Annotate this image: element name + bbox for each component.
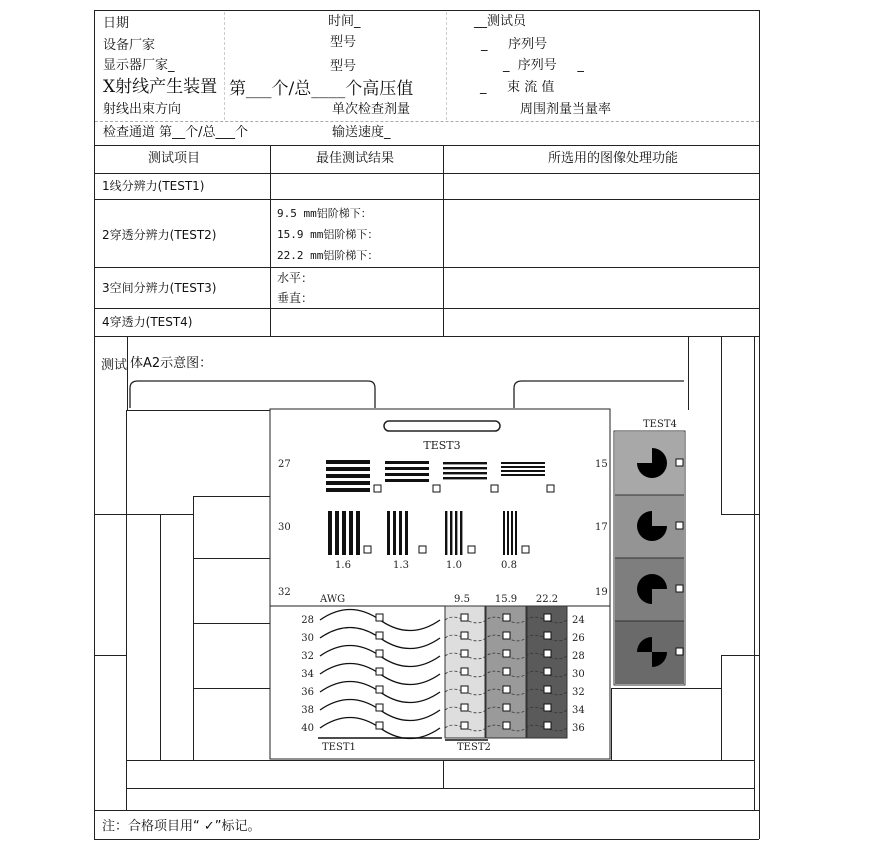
row3-result-2: 垂直：: [277, 291, 314, 305]
step-checkbox-20: [544, 704, 551, 711]
step-checkbox-13: [503, 704, 510, 711]
xray-count: 第___个/总____个高压值: [229, 79, 414, 99]
step-checkbox-11: [503, 668, 510, 675]
vbar-set-3-bar-4: [460, 511, 462, 555]
row2-result-2: 15.9 mm铝阶梯下：: [277, 228, 379, 241]
step-checkbox-6: [461, 704, 468, 711]
hbar-set-1-bar-4: [326, 481, 370, 485]
diagram-caption-a: 测试: [101, 358, 128, 373]
row2-result-3: 22.2 mm铝阶梯下：: [277, 249, 379, 262]
right-num-1: 17: [595, 522, 608, 533]
step-checkbox-10: [503, 650, 510, 657]
serial-label-1: _ 序列号: [481, 37, 548, 52]
test2-label: TEST2: [457, 742, 491, 753]
test4-checkbox-3: [676, 585, 683, 592]
equip-maker-label: 设备厂家: [103, 38, 156, 53]
awg-checkbox-1: [376, 614, 383, 621]
awg-num-3: 34: [301, 669, 314, 680]
awg-num-2: 32: [301, 651, 314, 662]
vbar-set-4-bar-1: [503, 511, 505, 555]
hgrating-checkbox-3: [491, 485, 498, 492]
right-bracket-outline: [514, 381, 684, 408]
vbar-set-1-bar-1: [328, 511, 332, 555]
vbar-set-2-bar-2: [393, 511, 396, 555]
test1-label: TEST1: [322, 742, 356, 753]
left-num-2: 32: [278, 587, 291, 598]
awg-num-6: 40: [301, 723, 314, 734]
test4-checkbox-4: [676, 648, 683, 655]
step-checkbox-17: [544, 650, 551, 657]
step-checkbox-8: [503, 614, 510, 621]
step-label-0: 9.5: [454, 594, 470, 605]
hgrating-checkbox-1: [374, 485, 381, 492]
left-num-1: 30: [278, 522, 291, 533]
test4-label: TEST4: [643, 419, 677, 430]
beam-direction: 射线出束方向: [103, 102, 182, 117]
step-checkbox-5: [461, 686, 468, 693]
grating-value-1: 1.3: [393, 560, 409, 571]
awg-num-0: 28: [301, 615, 314, 626]
step-checkbox-14: [503, 722, 510, 729]
footer-note: 注：合格项目用“ ✓”标记。: [102, 819, 261, 834]
hbar-set-4-bar-3: [501, 470, 545, 472]
test4-block-4: [615, 621, 684, 684]
step-right-num-6: 36: [572, 723, 585, 734]
hbar-set-1-bar-1: [326, 460, 370, 464]
awg-num-4: 36: [301, 687, 314, 698]
hbar-set-4-bar-2: [501, 466, 545, 468]
hbar-set-2-bar-2: [385, 467, 429, 470]
awg-checkbox-7: [376, 722, 383, 729]
header-best-result: 最佳测试结果: [316, 151, 395, 166]
vbar-set-3-bar-2: [450, 511, 452, 555]
step-checkbox-12: [503, 686, 510, 693]
step-right-num-5: 34: [572, 705, 585, 716]
step-right-num-3: 30: [572, 669, 585, 680]
step-checkbox-18: [544, 668, 551, 675]
awg-checkbox-5: [376, 686, 383, 693]
right-num-2: 19: [595, 587, 608, 598]
model-label-2: 型号: [330, 59, 357, 74]
hbar-set-2-bar-4: [385, 479, 429, 482]
hbar-set-1-bar-2: [326, 467, 370, 471]
awg-checkbox-2: [376, 632, 383, 639]
left-bracket-outline: [130, 381, 375, 408]
hbar-set-1-bar-3: [326, 474, 370, 478]
vbar-set-1-bar-3: [342, 511, 346, 555]
test4-checkbox-2: [676, 522, 683, 529]
vbar-set-3-bar-3: [455, 511, 457, 555]
hbar-set-3-bar-4: [443, 477, 487, 479]
time-label: 时间_: [328, 14, 361, 29]
header-test-item: 测试项目: [148, 151, 201, 166]
tester-label: __测试员: [474, 14, 527, 29]
awg-num-5: 38: [301, 705, 314, 716]
step-label-1: 15.9: [494, 594, 518, 605]
step-checkbox-16: [544, 632, 551, 639]
diagram-caption-b: 体A2示意图：: [130, 356, 213, 371]
step-checkbox-21: [544, 722, 551, 729]
step-right-num-4: 32: [572, 687, 585, 698]
step-right-num-2: 28: [572, 651, 585, 662]
vgrating-checkbox-3: [468, 546, 475, 553]
speed-label: 输送速度_: [332, 125, 391, 140]
xray-label: X射线产生装置: [103, 77, 218, 97]
step-checkbox-7: [461, 722, 468, 729]
hbar-set-2-bar-3: [385, 473, 429, 476]
hbar-set-4-bar-4: [501, 474, 545, 476]
vbar-set-2-bar-4: [405, 511, 408, 555]
grating-value-0: 1.6: [335, 560, 351, 571]
row-item-2: 2穿透分辨力(TEST2): [102, 228, 217, 242]
model-label-1: 型号: [330, 35, 357, 50]
row2-result-1: 9.5 mm铝阶梯下：: [277, 207, 372, 220]
vgrating-checkbox-4: [522, 546, 529, 553]
vbar-set-1-bar-2: [335, 511, 339, 555]
header-image-processing: 所选用的图像处理功能: [548, 151, 679, 166]
vbar-set-1-bar-4: [349, 511, 353, 555]
step-checkbox-2: [461, 632, 468, 639]
step-checkbox-4: [461, 668, 468, 675]
hbar-set-3-bar-1: [443, 462, 487, 464]
ambient-dose: 周围剂量当量率: [520, 102, 612, 117]
hbar-set-4-bar-1: [501, 462, 545, 464]
step-right-num-1: 26: [572, 633, 585, 644]
test3-label: TEST3: [423, 439, 461, 452]
awg-label: AWG: [320, 594, 346, 605]
step-checkbox-9: [503, 632, 510, 639]
awg-checkbox-4: [376, 668, 383, 675]
vgrating-checkbox-2: [419, 546, 426, 553]
vbar-set-4-bar-2: [507, 511, 509, 555]
vbar-set-2-bar-3: [399, 511, 402, 555]
display-maker-label: 显示器厂家_: [103, 58, 175, 73]
step-right-num-0: 24: [572, 615, 585, 626]
hgrating-checkbox-4: [547, 485, 554, 492]
vbar-set-4-bar-4: [515, 511, 517, 555]
test4-checkbox-1: [676, 459, 683, 466]
grating-value-2: 1.0: [446, 560, 462, 571]
grating-value-3: 0.8: [501, 560, 517, 571]
vbar-set-3-bar-1: [445, 511, 447, 555]
single-dose: 单次检查剂量: [332, 102, 411, 117]
row-item-4: 4穿透力(TEST4): [102, 315, 193, 329]
channel-label: 检查通道 第__个/总___个: [103, 125, 249, 140]
hbar-set-2-bar-1: [385, 461, 429, 464]
hbar-set-1-bar-5: [326, 488, 370, 492]
vgrating-checkbox-1: [364, 546, 371, 553]
awg-num-1: 30: [301, 633, 314, 644]
hbar-set-3-bar-2: [443, 467, 487, 469]
right-num-0: 15: [595, 459, 608, 470]
hbar-set-3-bar-3: [443, 472, 487, 474]
step-checkbox-19: [544, 686, 551, 693]
row-item-3: 3空间分辨力(TEST3): [102, 281, 217, 295]
step-label-2: 22.2: [535, 594, 559, 605]
vbar-set-4-bar-3: [511, 511, 513, 555]
step-checkbox-15: [544, 614, 551, 621]
step-checkbox-1: [461, 614, 468, 621]
row-item-1: 1线分辨力(TEST1): [102, 179, 205, 193]
vbar-set-1-bar-5: [356, 511, 360, 555]
date-label: 日期: [103, 16, 130, 31]
awg-checkbox-6: [376, 704, 383, 711]
hgrating-checkbox-2: [433, 485, 440, 492]
awg-checkbox-3: [376, 650, 383, 657]
vbar-set-2-bar-1: [387, 511, 390, 555]
serial-label-2: _ 序列号 _: [503, 58, 584, 73]
row3-result-1: 水平：: [277, 271, 314, 285]
step-checkbox-3: [461, 650, 468, 657]
left-num-0: 27: [278, 459, 291, 470]
beam-current: _ 束 流 值: [480, 80, 555, 95]
